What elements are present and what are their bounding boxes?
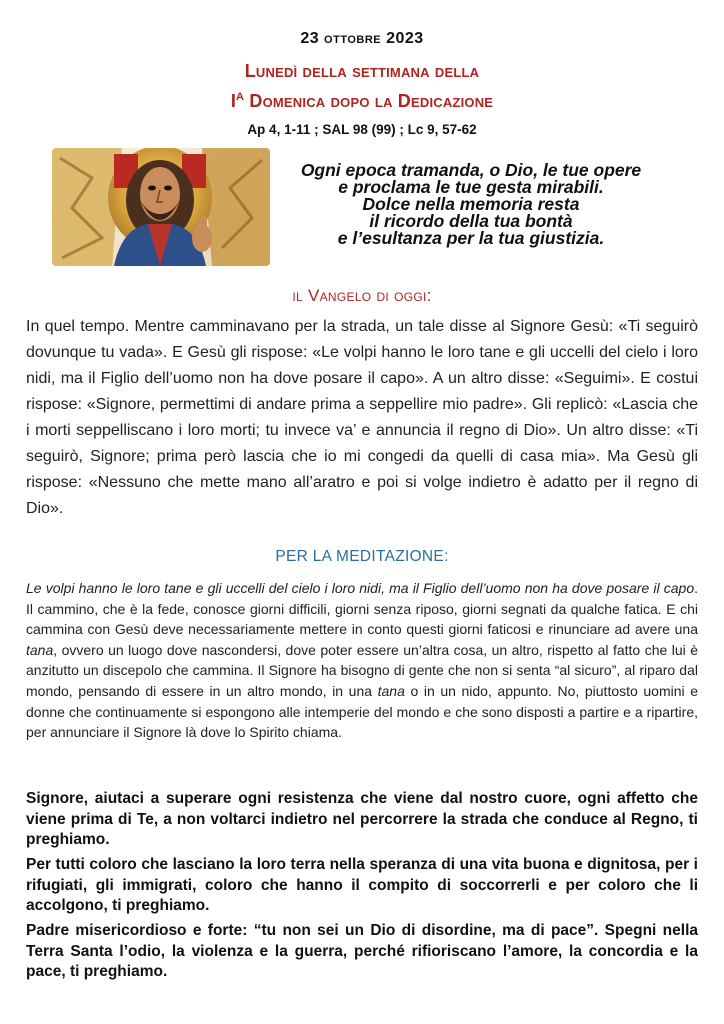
meditation-part2: , ovvero un luogo dove nascondersi, dove poter essere un’altra cosa, un altro, rispetto al fatto che lui è anzitutto un discepolo che cammina. Il Signore ha bisogno di gente che non si senta “al sicuro”, al riparo dal mondo, pensando di essere in un altro mondo, in una <box>26 641 698 699</box>
christ-icon-illustration <box>52 148 270 266</box>
date-heading: 23 ottobre 2023 <box>300 30 424 47</box>
meditation-text <box>26 578 698 743</box>
christ-icon-image <box>52 148 270 266</box>
meditation-part1: . Il cammino, che è la fede, conosce giorni difficili, giorni senza riposo, giorni segnati da qualche fatica. E chi cammina con Gesù deve necessariamente mettere in conto questi giorni faticosi e rinunciare ad avere una <box>26 580 698 638</box>
psalm-line: Dolce nella memoria resta <box>362 194 580 214</box>
meditation-quote: Le volpi hanno le loro tane e gli uccelli del cielo i loro nidi, ma il Figlio dell’uomo non ha dove posare il capo <box>26 580 695 596</box>
gospel-text: In quel tempo. Mentre camminavano per la strada, un tale disse al Signore Gesù: «Ti seguirò dovunque tu vada». E Gesù gli rispose: «Le volpi hanno le loro tane e gli uccelli del cielo i loro nidi, ma il Figlio dell’uomo non ha dove posare il capo». A un altro disse: «Seguimi». E costui rispose: «Signore, permettimi di andare prima a seppellire mio padre». Gli replicò: «Lascia che i morti seppelliscano i loro morti; tu invece va’ e annuncia il regno di Dio». Un altro disse: «Ti seguirò, Signore; prima però lascia che io mi congedi da quelli di casa mia». Ma Gesù gli rispose: «Nessuno che mette mano all’aratro e poi si volge indietro è adatto per il regno di Dio». <box>26 318 698 517</box>
psalm-line: il ricordo della tua bontà <box>369 211 573 231</box>
prayer-intention: Signore, aiutaci a superare ogni resistenza che viene dal nostro cuore, ogni affetto che viene prima di Te, a non voltarci indietro nel percorrere la strada che conduce al Regno, ti preghiamo. <box>26 790 698 848</box>
readings-references: Ap 4, 1-11 ; SAL 98 (99) ; Lc 9, 57-62 <box>247 122 477 137</box>
liturgy-title-line1: Lunedì della settimana della <box>244 61 480 81</box>
title-ordinal-sup: A <box>236 91 245 103</box>
title-ordinal: I <box>230 91 237 111</box>
meditation-tana: tana <box>26 641 54 658</box>
meditation-tana: tana <box>377 682 405 699</box>
psalm-line: e proclama le tue gesta mirabili. <box>338 177 604 197</box>
prayer-intention: Per tutti coloro che lasciano la loro terra nella speranza di una vita buona e dignitosa, per i rifugiati, gli immigrati, coloro che hanno il compito di soccorrerli e per coloro che li accolgono, ti preghiamo. <box>26 856 698 914</box>
psalm-line: e l’esultanza per la tua giustizia. <box>337 228 605 248</box>
title-rest: Domenica dopo la Dedicazione <box>244 91 494 111</box>
psalm-antiphon <box>282 162 660 247</box>
liturgy-title-line2 <box>0 91 724 112</box>
prayer-intention: Padre misericordioso e forte: “tu non sei un Dio di disordine, ma di pace”. Spegni nella Terra Santa l’odio, la violenza e la guerra, perché rifioriscano l’amore, la concordia e la pace, ti preghiamo. <box>26 922 698 980</box>
meditation-part3: o in un nido, appunto. No, piuttosto uomini e donne che continuamente si espongono alle intemperie del mondo e che sono disposti a partire e a ripartire, per annunciare il Signore là dove lo Spirito chiama. <box>26 682 698 741</box>
meditation-heading: PER LA MEDITAZIONE: <box>275 548 449 565</box>
psalm-line: Ogni epoca tramanda, o Dio, le tue opere <box>300 160 642 180</box>
gospel-heading: il Vangelo di oggi: <box>292 286 432 305</box>
